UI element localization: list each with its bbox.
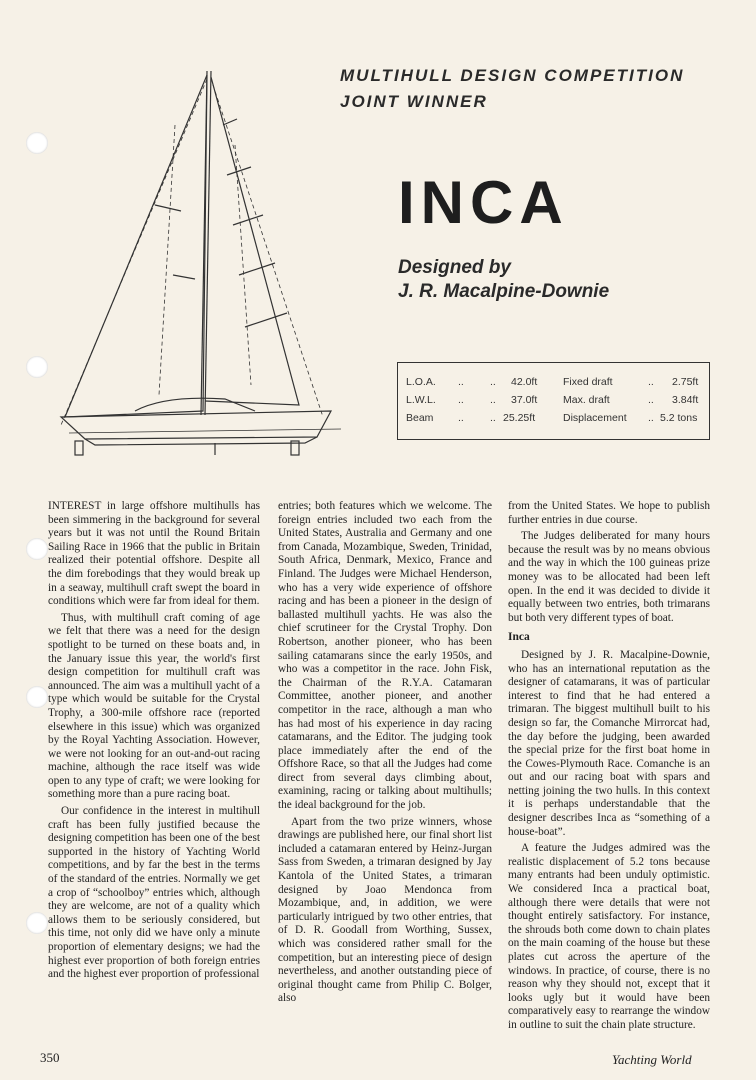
spec-dots: .. [458,412,464,424]
spec-value: 3.84ft [672,394,699,406]
spec-value: 37.0ft [511,394,538,406]
punch-hole [26,912,48,934]
article-paragraph: entries; both features which we welcome. The foreign entries included two each from the United States, Australia and Germany and one from Canada, Mozambique, Sweden, Trinidad, South Africa, Denmark, Mexico, France and Finland. The Judges were Michael Henderson, who has a very wide experience of offshore racing and has been a pioneer in the design of ballasted multihull yachts. He was also the chief scrutineer for the Crystal Trophy. Don Robertson, another pioneer, who has been sailing catamarans since the early 1950s, and who was a competitor in the race. John Fisk, the Chairman of the R.Y.A. Catamaran Committee, another pioneer, and another competitor in the race, although a man who has had most of his experience in day racing catamarans, and the Editor. The judging took place immediately after the end of the Offshore Race, so that all the Judges had come direct from several days climbing about, examining, racing or talking about multihulls; the ideal background for the job. [278,500,492,812]
designer-name: J. R. Macalpine-Downie [398,281,610,302]
page-number: 350 [40,1050,60,1065]
competition-subheading: JOINT WINNER [340,92,488,111]
spec-dots: .. [458,394,464,406]
article-paragraph: Thus, with multihull craft coming of age we felt that there was a need for the design spotlight to be turned on these boats and, in the January issue this year, the world's first design competition for multihull craft was announced. The aim was a multihull yacht of a type which would be suitable for the Crystal Trophy, a 300-mile offshore race (reported elsewhere in this issue) which was organized by the Royal Yachting Association. However, we were not looking for an out-and-out racing machine, although the race itself was wide open to any type of craft; we were looking for something more than a pure racing boat. [48,611,260,801]
specs-table [397,362,710,440]
spec-value: 25.25ft [503,412,536,424]
article-column-3 [508,500,710,1036]
punch-hole [26,538,48,560]
spec-value: 2.75ft [672,376,699,388]
spec-dots: .. [458,376,464,388]
spec-label: Beam [406,412,434,424]
spec-dots: .. [490,376,496,388]
article-column-2 [278,500,492,1009]
journal-name: Yachting World [612,1052,692,1067]
sail-plan-drawing [55,65,355,465]
punch-hole [26,356,48,378]
article-paragraph: Designed by J. R. Macalpine-Downie, who has an international reputation as the designer of catamarans, it was of particular interest to find that he had entered a trimaran. The biggest multihull built to his design so far, the Comanche Mirrorcat had, the day before the judging, been awarded the special prize for the first boat home in the Cowes-Plymouth Race. Comanche is an out and our racing boat with spars and netting joining the two hulls. In this context it is perhaps understandable that the designer describes Inca as “something of a house-boat”. [508,648,710,838]
spec-label: Fixed draft [563,376,613,388]
article-paragraph: from the United States. We hope to publish further entries in due course. [508,500,710,526]
spec-dots: .. [648,412,654,424]
competition-heading: MULTIHULL DESIGN COMPETITION [340,66,685,85]
specs-row [398,412,709,430]
punch-hole [26,686,48,708]
article-column-1 [48,500,260,985]
article-paragraph: Apart from the two prize winners, whose drawings are published here, our final short list included a catamaran entered by Heinz-Jurgan Sass from Sweden, a trimaran designed by Jay Kantola of the United States, a trimaran designed by Joao Mendonca from Mozambique, and, in addition, we were particularly intrigued by two other entries, that of D. R. Goodall from Worthing, Sussex, which was considered rather small for the competition, but an interesting piece of design nevertheless, and another outstanding piece of original thought came from Philip C. Bolger, also [278,815,492,1005]
page-title: INCA [398,169,569,236]
section-heading-inca: Inca [508,631,530,644]
designed-by-label: Designed by [398,257,511,278]
punch-hole [26,132,48,154]
article-paragraph: A feature the Judges admired was the realistic displacement of 5.2 tons because many entrants had been unduly optimistic. We considered Inca a practical boat, although there were details that were not thought entirely satisfactory. For instance, the shrouds both come down to chain plates on the main coaming of the house but these plates cut across the aperture of the windows. In practice, of course, there is no reason why they should not, except that it looks ugly but it would have been comparatively easy to rearrange the window in outline to suit the chain plate structure. [508,842,710,1031]
article-paragraph: Our confidence in the interest in multihull craft has been fully justified because the designing competition has been one of the best supported in the history of Yachting World competitions, and by far the best in the terms of the standard of the entries. Normally we get a crop of “schoolboy” entries which, although they are welcome, are not of a quality which allows them to be seriously considered, but this time, not only did we have only a minute proportion of elementary designs; we had the highest ever proportion of both foreign entries and the highest ever proportion of professional [48,805,260,981]
article-paragraph: INTEREST in large offshore multihulls has been simmering in the background for several years but it was not until the Round Britain Sailing Race in 1966 that the public in Britain realized their potential offshore. Despite all the dim forebodings that they would break up in a seaway, multihull craft swept the board in conditions which were far from ideal for them. [48,500,260,608]
spec-label: Max. draft [563,394,610,406]
specs-row [398,394,709,412]
specs-row [398,376,709,394]
spec-label: L.W.L. [406,394,436,406]
spec-dots: .. [648,376,654,388]
spec-value: 42.0ft [511,376,538,388]
spec-dots: .. [648,394,654,406]
spec-label: L.O.A. [406,376,436,388]
spec-dots: .. [490,394,496,406]
spec-value: 5.2 tons [660,412,698,424]
spec-label: Displacement [563,412,627,424]
article-paragraph: The Judges deliberated for many hours because the result was by no means obvious and the way in which the 100 guineas prize money was to be allocated had been left open. In the end it was decided to divide it equally between two entries, both trimarans but both very different types of boat. [508,530,710,624]
spec-dots: .. [490,412,496,424]
